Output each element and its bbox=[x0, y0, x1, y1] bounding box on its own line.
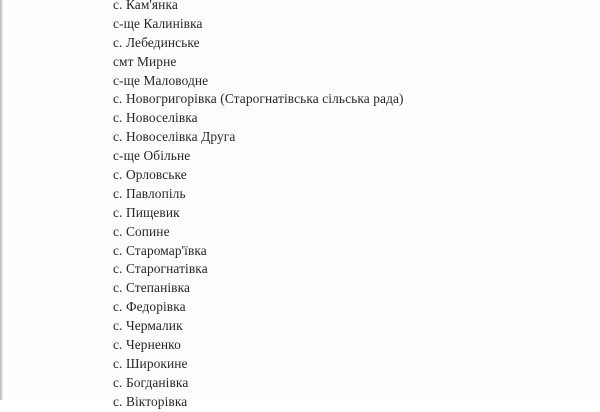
list-item: с. Богданівка bbox=[113, 374, 189, 390]
list-item: с-ще Обільне bbox=[113, 148, 191, 164]
list-item: с. Новоселівка bbox=[113, 110, 198, 126]
list-item: с-ще Маловодне bbox=[113, 72, 209, 88]
list-item: с. Вікторівка bbox=[113, 393, 188, 409]
scan-left-edge bbox=[0, 0, 3, 400]
list-item: с. Орловське bbox=[113, 167, 187, 183]
list-item: с-ще Калинівка bbox=[113, 15, 203, 31]
list-item: с. Новогригорівка (Старогнатівська сільська рада) bbox=[113, 91, 404, 107]
list-item: с. Старогнатівка bbox=[113, 261, 208, 277]
list-item: с. Павлопіль bbox=[113, 185, 186, 201]
list-item: с. Кам'янка bbox=[113, 0, 178, 12]
list-item: с. Федорівка bbox=[113, 299, 186, 315]
list-item: с. Степанівка bbox=[113, 280, 191, 296]
list-item: с. Пищевик bbox=[113, 204, 180, 220]
list-item: с. Широкине bbox=[113, 355, 188, 371]
list-item: с. Новоселівка Друга bbox=[113, 129, 236, 145]
list-item: смт Мирне bbox=[113, 53, 177, 69]
list-item: с. Старомар'ївка bbox=[113, 242, 207, 258]
list-item: с. Черненко bbox=[113, 337, 181, 353]
settlement-list bbox=[113, 0, 404, 412]
list-item: с. Сопине bbox=[113, 223, 170, 239]
list-item: с. Чермалик bbox=[113, 318, 183, 334]
list-item: с. Лебединське bbox=[113, 34, 200, 50]
